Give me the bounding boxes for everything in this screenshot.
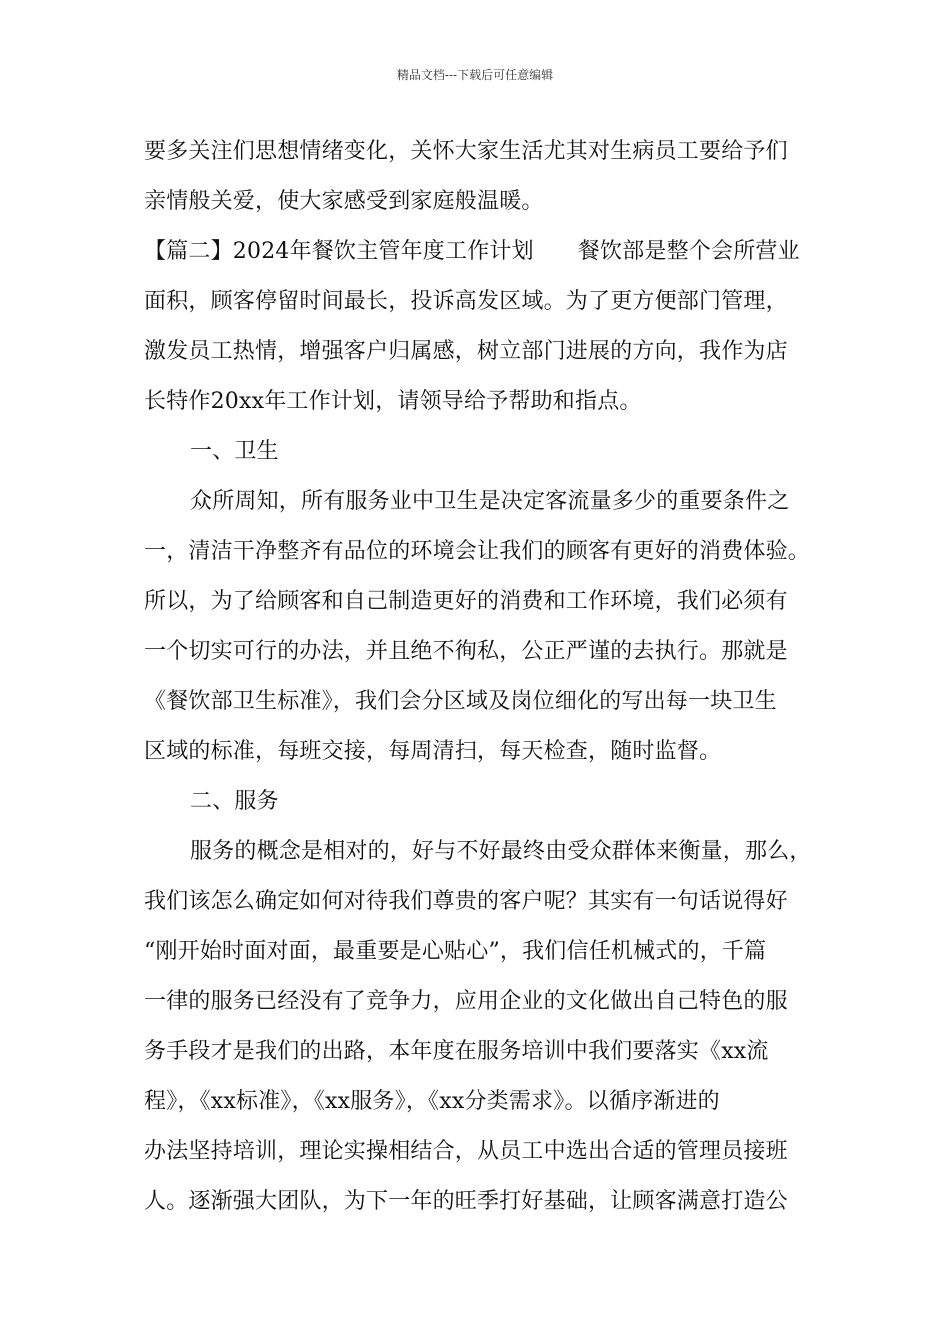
text-line: 激发员工热情，增强客户归属感，树立部门进展的方向，我作为店: [144, 339, 788, 364]
text-line: 服务的概念是相对的，好与不好最终由受众群体来衡量，那么，: [190, 839, 812, 864]
text-line: “刚开始时面对面，最重要是心贴心”，我们信任机械式的，千篇: [144, 939, 767, 964]
text-line: 《餐饮部卫生标准》，我们会分区域及岗位细化的写出每一块卫生: [144, 689, 777, 714]
text-line: 长特作20xx年工作计划，请领导给予帮助和指点。: [144, 389, 642, 414]
text-line: 众所周知，所有服务业中卫生是决定客流量多少的重要条件之: [190, 489, 790, 514]
text-line: 程》，《xx标准》，《xx服务》，《xx分类需求》。以循序渐进的: [144, 1089, 720, 1114]
subheading-hygiene: 一、卫生: [190, 439, 279, 464]
text-line: 所以，为了给顾客和自己制造更好的消费和工作环境，我们必须有: [144, 589, 788, 614]
text-line: 务手段才是我们的出路，本年度在服务培训中我们要落实《xx流: [144, 1039, 769, 1064]
document-body: [144, 127, 824, 1227]
text-line: 一，清洁干净整齐有品位的环境会让我们的顾客有更好的消费体验。: [144, 539, 811, 564]
text-line: 区域的标准，每班交接，每周清扫，每天检查，随时监督。: [144, 739, 722, 764]
text-line: 我们该怎么确定如何对待我们尊贵的客户呢？其实有一句话说得好: [144, 889, 788, 914]
text-line: 面积，顾客停留时间最长，投诉高发区域。为了更方便部门管理，: [144, 289, 788, 314]
text-line: 人。逐渐强大团队，为下一年的旺季打好基础，让顾客满意打造公: [144, 1189, 788, 1214]
text-line: 办法坚持培训，理论实操相结合，从员工中选出合适的管理员接班: [144, 1139, 788, 1164]
section-title: 【篇二】2024年餐饮主管年度工作计划: [144, 239, 534, 264]
text-line: 一律的服务已经没有了竞争力，应用企业的文化做出自己特色的服: [144, 989, 788, 1014]
text-line: 一个切实可行的办法，并且绝不徇私，公正严谨的去执行。那就是: [144, 639, 788, 664]
text-line: 要多关注们思想情绪变化，关怀大家生活尤其对生病员工要给予们: [144, 139, 788, 164]
subheading-service: 二、服务: [190, 789, 279, 814]
page-header: 精品文档---下载后可任意编辑: [396, 68, 554, 82]
section-title-line: [144, 227, 824, 277]
text-line: 亲情般关爱，使大家感受到家庭般温暖。: [144, 189, 544, 214]
text-segment: 餐饮部是整个会所营业: [577, 239, 800, 264]
